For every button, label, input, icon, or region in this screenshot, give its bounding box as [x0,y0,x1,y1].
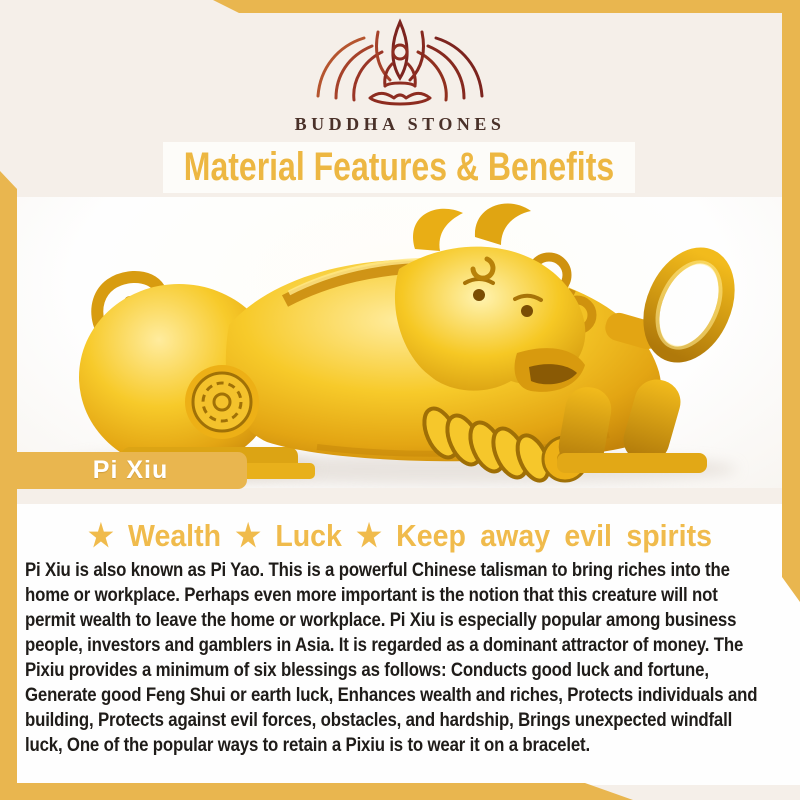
frame-top-bar [0,0,800,13]
article-line: Pixiu provides a minimum of six blessings as follows: Conducts good luck and fortune, [25,660,709,681]
article-line: Pi Xiu is also known as Pi Yao. This is a powerful Chinese talisman to bring riches into the [25,560,730,581]
brand-header [0,18,800,135]
frame-bottom-bar [0,783,640,800]
product-label: Pi Xiu [92,456,169,484]
brand-name: BUDDHA STONES [294,114,506,134]
lotus-meditation-icon [290,18,510,110]
article-line: home or workplace. Perhaps even more important is the notion that this creature will not [25,585,718,606]
header-banner [163,142,635,193]
product-label-banner [0,452,247,489]
article-line: luck, One of the popular ways to retain a Pixiu is to wear it on a bracelet. [25,735,590,756]
frame-left-bar [0,171,17,800]
article-line: building, Protects against evil forces, obstacles, and hardship, Brings unexpected windfall [25,710,733,731]
frame-bottom-right-strip [600,783,800,800]
article-line: permit wealth to leave the home or workplace. Pi Xiu is especially popular among business [25,610,737,631]
article-line: Generate good Feng Shui or earth luck, Enhances wealth and riches, Protects individuals and [25,685,758,706]
article-text [25,558,797,758]
content-panel [17,504,800,785]
product-photo [17,197,782,488]
benefits-headline: ★ Wealth ★ Luck ★ Keep away evil spirits [88,518,712,553]
article-line: people, investors and gamblers in Asia. It is regarded as a dominant attractor of money. The [25,635,744,656]
gold-pixiu-pendant-illustration [17,197,782,488]
page-title: Material Features & Benefits [183,145,615,189]
frame-right-bar [782,0,800,602]
